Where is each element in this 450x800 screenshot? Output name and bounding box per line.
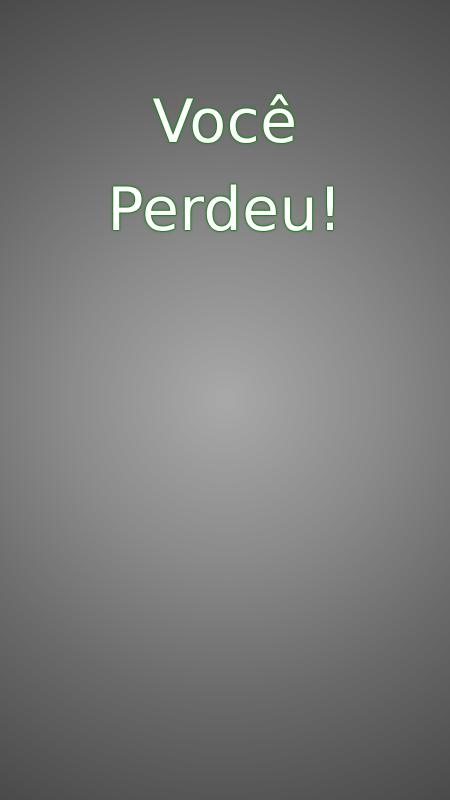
game-over-message bbox=[0, 78, 450, 254]
game-over-line-1: Você bbox=[152, 87, 298, 157]
game-over-line-2: Perdeu! bbox=[107, 175, 343, 245]
